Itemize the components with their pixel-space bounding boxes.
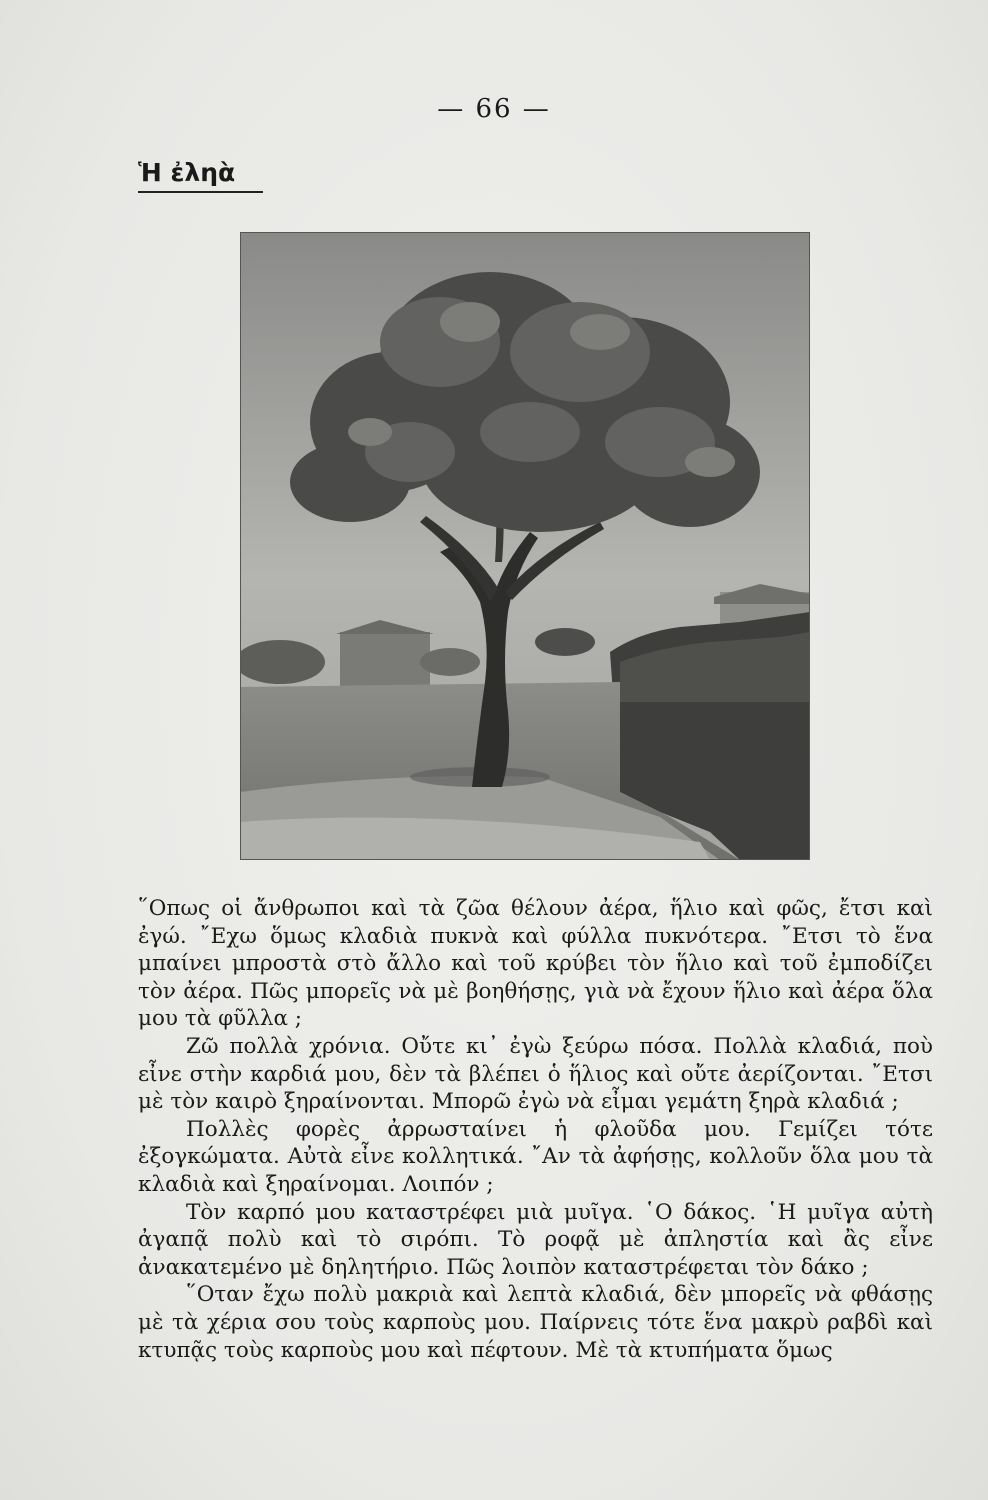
section-title: Ἡ ἐληὰ	[138, 158, 263, 193]
page-number: — 66 —	[437, 94, 551, 124]
body-text	[138, 895, 933, 1364]
paragraph-5: ῞Οταν ἔχω πολὺ μακριὰ καὶ λεπτὰ κλαδιά, δὲν μπορεῖς νὰ φθάσῃς μὲ τὰ χέρια σου τοὺς καρποὺς μου. Παίρνεις τότε ἕνα μακρὺ ραβδὶ καὶ κτυπᾷς τοὺς καρποὺς μου καὶ πέφτουν. Μὲ τὰ κτυπήματα ὅμως	[138, 1282, 933, 1363]
olive-tree-photo	[240, 232, 810, 860]
paragraph-1: ῞Οπως οἱ ἄνθρωποι καὶ τὰ ζῶα θέλουν ἀέρα, ἥλιο καὶ φῶς, ἔτσι καὶ ἐγώ. ῎Εχω ὅμως κλαδιὰ πυκνὰ καὶ φύλλα πυκνότερα. ῎Ετσι τὸ ἕνα μπαίνει μπροστὰ στὸ ἄλλο καὶ τοῦ κρύβει τὸν ἥλιο καὶ τοῦ ἐμποδίζει τὸν ἀέρα. Πῶς μπορεῖς νὰ μὲ βοηθήσῃς, γιὰ νὰ ἔχουν ἥλιο καὶ ἀέρα ὅλα μου τὰ φῦλλα ;	[138, 896, 933, 1032]
paragraph-3: Πολλὲς φορὲς ἀρρωσταίνει ἡ φλοῦδα μου. Γεμίζει τότε ἐξογκώματα. Αὐτὰ εἶνε κολλητικά. ῎Αν τὰ ἀφήσῃς, κολλοῦν ὅλα μου τὰ κλαδιὰ καὶ ξηραίνομαι. Λοιπόν ;	[138, 1116, 933, 1197]
paragraph-4: Τὸν καρπό μου καταστρέφει μιὰ μυῖγα. ῾Ο δάκος. ῾Η μυῖγα αὐτὴ ἀγαπᾷ πολὺ καὶ τὸ σιρόπι. Τὸ ροφᾷ μὲ ἀπληστία καὶ ἂς εἶνε ἀνακατεμένο μὲ δηλητήριο. Πῶς λοιπὸν καταστρέφεται τὸν δάκο ;	[138, 1199, 933, 1280]
paragraph-2: Ζῶ πολλὰ χρόνια. Οὔτε κι᾽ ἐγὼ ξεύρω πόσα. Πολλὰ κλαδιά, ποὺ εἶνε στὴν καρδιά μου, δὲν τὰ βλέπει ὁ ἥλιος καὶ οὔτε ἀερίζονται. ῎Ετσι μὲ τὸν καιρὸ ξηραίνονται. Μπορῶ ἐγὼ νὰ εἶμαι γεμάτη ξηρὰ κλαδιά ;	[138, 1033, 933, 1115]
olive-tree-illustration	[240, 232, 810, 860]
